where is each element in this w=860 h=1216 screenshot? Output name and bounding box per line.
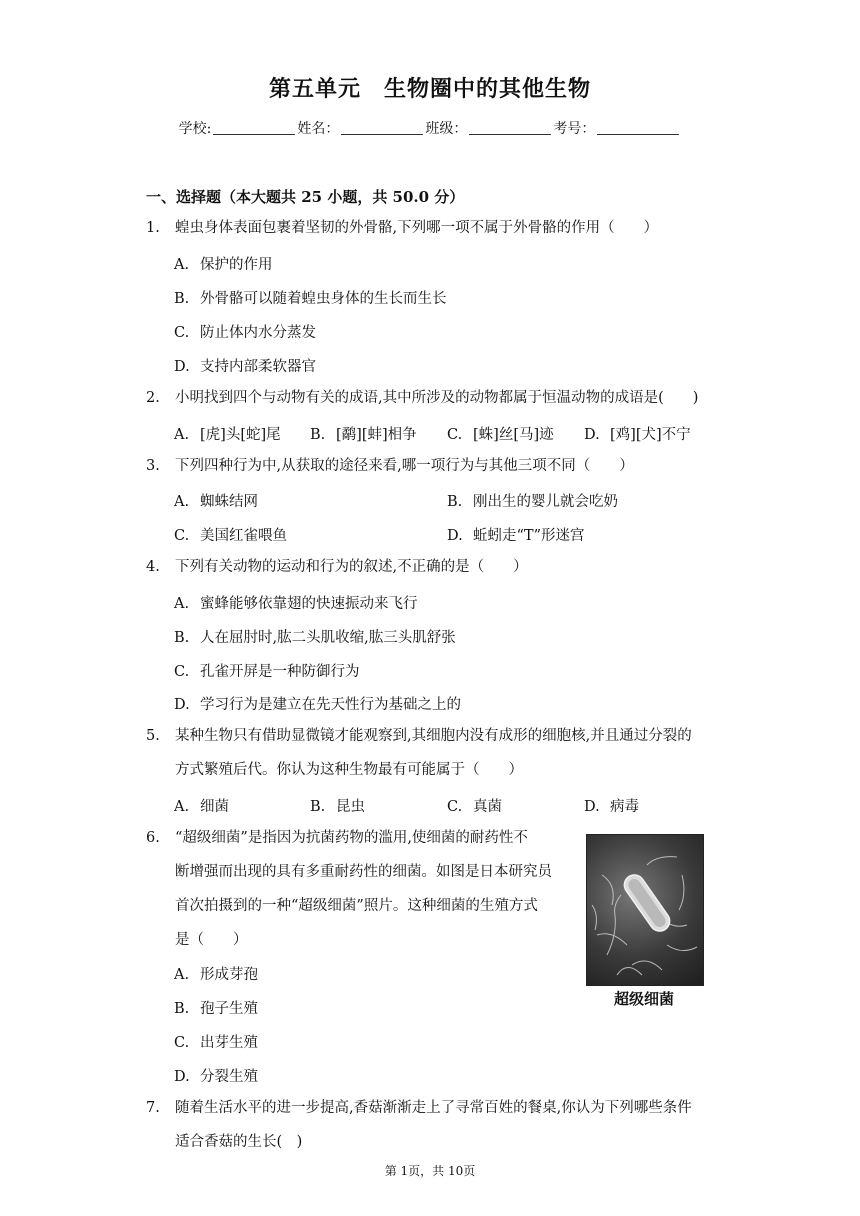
school-label: 学校: bbox=[178, 121, 212, 137]
option-5b: B. 昆虫 bbox=[310, 799, 365, 815]
super-bacteria-photo bbox=[586, 834, 704, 986]
option-6c: C. 出芽生殖 bbox=[174, 1035, 258, 1051]
option-4a: A. 蜜蜂能够依靠翅的快速振动来飞行 bbox=[174, 596, 418, 612]
question-stem-line-2: 适合香菇的生长( ) bbox=[175, 1134, 303, 1150]
option-2a: A. [虎]头[蛇]尾 bbox=[174, 427, 281, 443]
option-6d: D. 分裂生殖 bbox=[174, 1069, 258, 1085]
question-stem: 下列有关动物的运动和行为的叙述,不正确的是（ ） bbox=[175, 559, 528, 575]
question-6 bbox=[146, 821, 566, 957]
option-2c: C. [蛛]丝[马]迹 bbox=[447, 427, 554, 443]
question-4 bbox=[146, 550, 721, 584]
student-info-line bbox=[0, 118, 860, 138]
option-3d: D. 蚯蚓走“T”形迷宫 bbox=[447, 528, 585, 544]
option-1d: D. 支持内部柔软器官 bbox=[174, 359, 316, 375]
question-number: 3. bbox=[146, 458, 160, 474]
question-1 bbox=[146, 211, 721, 245]
class-blank bbox=[469, 120, 551, 135]
option-5c: C. 真菌 bbox=[447, 799, 502, 815]
question-2 bbox=[146, 381, 726, 415]
question-7 bbox=[146, 1091, 721, 1159]
option-6a: A. 形成芽孢 bbox=[174, 967, 258, 983]
school-blank bbox=[213, 120, 295, 135]
option-5d: D. 病毒 bbox=[584, 799, 639, 815]
question-stem: 蝗虫身体表面包裹着坚韧的外骨骼,下列哪一项不属于外骨骼的作用（ ） bbox=[175, 220, 659, 236]
option-3a: A. 蜘蛛结网 bbox=[174, 494, 258, 510]
question-3 bbox=[146, 449, 721, 483]
page-footer: 第 1页，共 10页 bbox=[384, 1164, 476, 1178]
exam-no-label: 考号： bbox=[553, 121, 596, 137]
question-stem: 小明找到四个与动物有关的成语,其中所涉及的动物都属于恒温动物的成语是( ) bbox=[175, 390, 699, 406]
question-number: 4. bbox=[146, 559, 160, 575]
bacteria-illustration bbox=[587, 835, 703, 985]
exam-no-blank bbox=[597, 120, 679, 135]
option-3b: B. 刚出生的婴儿就会吃奶 bbox=[447, 494, 618, 510]
question-stem-line-3: 首次拍摄到的一种“超级细菌”照片。这种细菌的生殖方式 bbox=[175, 898, 538, 914]
option-6b: B. 孢子生殖 bbox=[174, 1001, 258, 1017]
question-stem-line-1: 随着生活水平的进一步提高,香菇渐渐走上了寻常百姓的餐桌,你认为下列哪些条件 bbox=[175, 1100, 692, 1116]
question-number: 1. bbox=[146, 220, 160, 236]
class-label: 班级： bbox=[425, 121, 468, 137]
question-number: 5. bbox=[146, 728, 160, 744]
question-stem-line-2: 断增强而出现的具有多重耐药性的细菌。如图是日本研究员 bbox=[175, 864, 552, 880]
option-1a: A. 保护的作用 bbox=[174, 257, 273, 273]
photo-caption: 超级细菌 bbox=[613, 990, 674, 1008]
option-4b: B. 人在屈肘时,肱二头肌收缩,肱三头肌舒张 bbox=[174, 630, 456, 646]
question-stem-line-4: 是（ ） bbox=[175, 932, 248, 948]
question-stem-line-2: 方式繁殖后代。你认为这种生物最有可能属于（ ） bbox=[175, 762, 523, 778]
question-number: 7. bbox=[146, 1100, 160, 1116]
question-number: 2. bbox=[146, 390, 160, 406]
option-4d: D. 学习行为是建立在先天性行为基础之上的 bbox=[174, 697, 461, 713]
option-1b: B. 外骨骼可以随着蝗虫身体的生长而生长 bbox=[174, 291, 447, 307]
question-stem-line-1: 某种生物只有借助显微镜才能观察到,其细胞内没有成形的细胞核,并且通过分裂的 bbox=[175, 728, 692, 744]
option-3c: C. 美国红雀喂鱼 bbox=[174, 528, 287, 544]
name-label: 姓名： bbox=[297, 121, 340, 137]
question-stem: 下列四种行为中,从获取的途径来看,哪一项行为与其他三项不同（ ） bbox=[175, 458, 634, 474]
question-stem-line-1: “超级细菌”是指因为抗菌药物的滥用,使细菌的耐药性不 bbox=[175, 830, 528, 846]
option-2d: D. [鸡][犬]不宁 bbox=[584, 427, 691, 443]
option-2b: B. [鹬][蚌]相争 bbox=[310, 427, 417, 443]
option-5a: A. 细菌 bbox=[174, 799, 229, 815]
name-blank bbox=[341, 120, 423, 135]
page-title: 第五单元 生物圈中的其他生物 bbox=[268, 76, 591, 102]
section-header: 一、选择题（本大题共 25 小题，共 50.0 分） bbox=[146, 188, 465, 206]
option-4c: C. 孔雀开屏是一种防御行为 bbox=[174, 664, 360, 680]
question-5 bbox=[146, 719, 721, 787]
question-number: 6. bbox=[146, 830, 160, 846]
option-1c: C. 防止体内水分蒸发 bbox=[174, 325, 316, 341]
